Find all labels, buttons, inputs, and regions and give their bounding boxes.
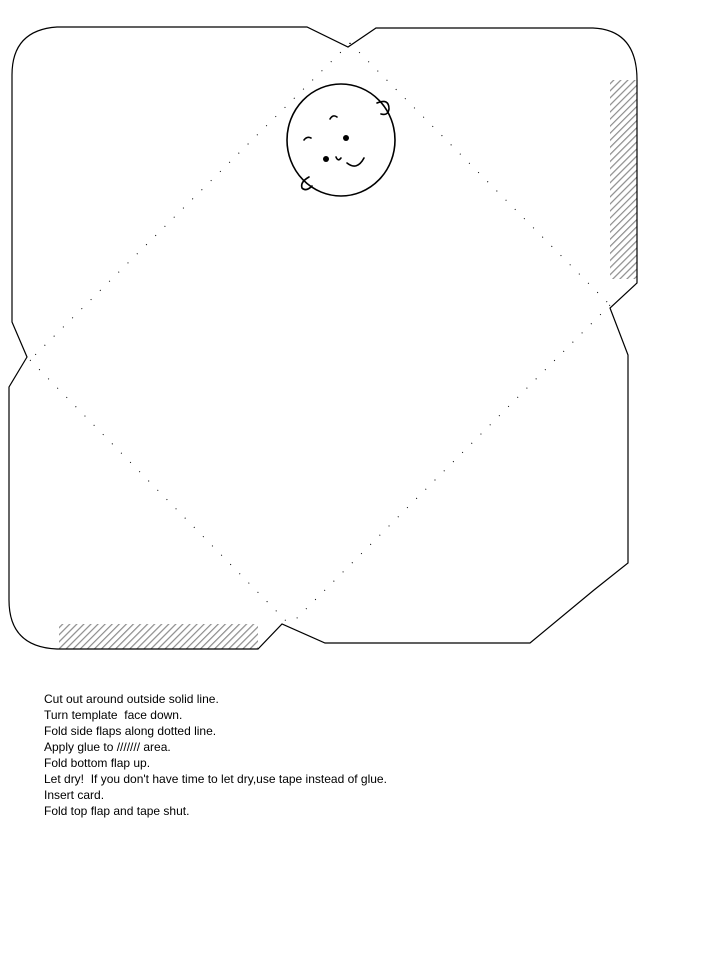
fold-line-top-left — [30, 43, 350, 360]
fold-line-left-bottom — [30, 360, 290, 625]
instruction-line: Fold top flap and tape shut. — [44, 804, 190, 818]
fold-line-top-right — [350, 43, 610, 305]
glue-area-bottom — [59, 624, 258, 649]
instruction-line: Turn template face down. — [44, 708, 183, 722]
fold-line-right-bottom — [290, 305, 610, 625]
glue-area-right — [610, 80, 637, 279]
instruction-line: Insert card. — [44, 788, 105, 802]
baby-face-icon — [287, 84, 395, 196]
instruction-line: Apply glue to /////// area. — [44, 740, 171, 754]
instructions-list — [44, 691, 387, 819]
instruction-line: Let dry! If you don't have time to let dry,use tape instead of glue. — [44, 772, 387, 786]
instruction-line: Fold side flaps along dotted line. — [44, 724, 217, 738]
instruction-line: Fold bottom flap up. — [44, 756, 151, 770]
instruction-line: Cut out around outside solid line. — [44, 692, 219, 706]
